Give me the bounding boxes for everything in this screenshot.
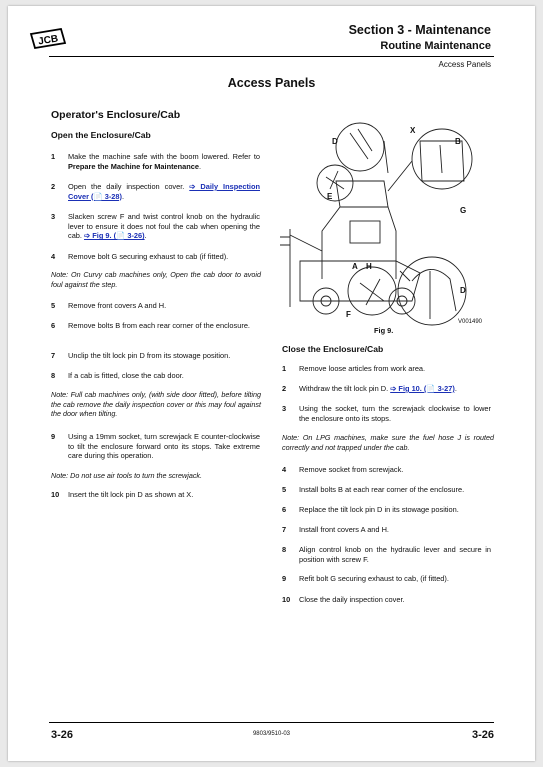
page-number-right: 3-26 — [471, 729, 494, 741]
note-full-cab: Note: Full cab machines only, (with side door fitted), before tilting the cab remove the daily inspection cover or this may foul against the door when tilting. — [51, 390, 261, 419]
jack-detail — [326, 171, 344, 189]
corner-detail — [420, 141, 464, 181]
page-title: Access Panels — [227, 76, 316, 90]
footer-rule — [49, 722, 494, 723]
fig-label-g: G — [460, 206, 467, 215]
fig-label-x: X — [410, 126, 416, 135]
figure-code: V001490 — [458, 319, 483, 325]
subsection-title: Routine Maintenance — [380, 40, 491, 52]
close-heading: Close the Enclosure/Cab — [282, 344, 384, 354]
page-number-left: 3-26 — [51, 729, 74, 741]
fig-label-d2: D — [460, 286, 466, 295]
daily-inspection-cover-link[interactable]: ➩ Daily Inspection Cover (📄 3-28) — [68, 182, 261, 201]
manual-page: JCB Section 3 - Maintenance Routine Maintenance Access Panels Access Panels Operator's Enclosure/Cab Open the Enclosure/Cab 1 Make the machine safe with the boom lowered. Refer to Prepare the Machine for Maintenance. 2 Open the daily inspection cover. ➩ Daily Inspection Cover (📄 3-28). 3 Slacken screw F and twist control knob on the hydraulic lever to ensure it does not foul the cab when opening the cab. ➩ Fig 9. (📄 3-26). 4 Remove bolt G securing exhaust to cab (if fitted). Note: On Curvy cab machines only, Open the cab door to avoid foul against the step. 5 Remove front covers A and H. 6 Remove bolts B from each rear corner of the enclosure. 7 Unclip the tilt lock pin D from its stowage position. 8 If a cab is fitted, close the cab door. Note: Full cab machines only, (with side door fitted), before tilting the cab remove the daily inspection cover or this may foul against the door when tilting. 9 Using a 19mm socket, turn screwjack E counter-clockwise to tilt the enclosure forward onto its stops. Take extreme care during this operation. Note: Do not use air tools to turn the screwjack. 10 Insert the tilt lock pin D as shown at X. D X B E G A H D F V001490 Fig 9. Close the Enclosure/Cab 1 Remove loose articles from work area. 2 Withdraw the tilt lock pin D. ➩ Fig 10. (📄 3-27). 3 Using the socket, turn the screwjack clockwise to lower the enclosure onto its stops. Note: On LPG machines, make sure the fuel hose J is routed correctly and not trapped under the cab. 4 Remove socket from screwjack. 5 Install bolts B at each rear corner of the enclosure. 6 Replace the tilt lock pin D in its stowage position. 7 Install front covers A and H. 8 Align control knob on the hydraulic lever and secure in position with screw F. 9 Refit bolt G securing exhaust to cab, (if fitted). 10 Close the daily inspection cover. 3-26 9803/9510-03 3-26 — [8, 6, 535, 761]
chassis — [300, 261, 420, 301]
fig-label-e: E — [327, 192, 333, 201]
header-rule — [49, 56, 494, 57]
forks — [280, 229, 290, 307]
cab-roof — [336, 181, 388, 207]
open-heading: Open the Enclosure/Cab — [51, 130, 151, 140]
fig-label-a: A — [352, 262, 358, 271]
logo-text: JCB — [37, 33, 59, 48]
leader-lines — [384, 141, 412, 281]
fig-9-link[interactable]: ➩ Fig 9. (📄 3-26) — [84, 231, 145, 241]
note-lpg: Note: On LPG machines, make sure the fuel hose J is routed correctly and not trapped under the cab. — [282, 433, 494, 452]
fig-label-b: B — [455, 137, 461, 146]
boom — [290, 235, 322, 251]
section-title: Section 3 - Maintenance — [348, 23, 491, 37]
cab-window — [350, 221, 380, 243]
fig-label-d: D — [332, 137, 338, 146]
figure-caption: Fig 9. — [374, 326, 394, 335]
topic-title: Access Panels — [438, 60, 491, 69]
subtitle: Operator's Enclosure/Cab — [51, 109, 181, 121]
figure-9-illustration — [280, 111, 496, 329]
pin-detail — [350, 129, 372, 159]
note-curvy-cab: Note: On Curvy cab machines only, Open the cab door to avoid foul against the step. — [51, 270, 261, 289]
callout-detail — [398, 257, 466, 325]
fig-10-link[interactable]: ➩ Fig 10. (📄 3-27) — [390, 384, 455, 393]
note-air-tools: Note: Do not use air tools to turn the screwjack. — [51, 471, 203, 480]
document-code: 9803/9510-03 — [252, 731, 291, 737]
callout-f — [348, 267, 396, 315]
jcb-logo — [28, 28, 68, 50]
fig-label-h: H — [366, 262, 372, 271]
fig-label-f: F — [346, 310, 351, 319]
